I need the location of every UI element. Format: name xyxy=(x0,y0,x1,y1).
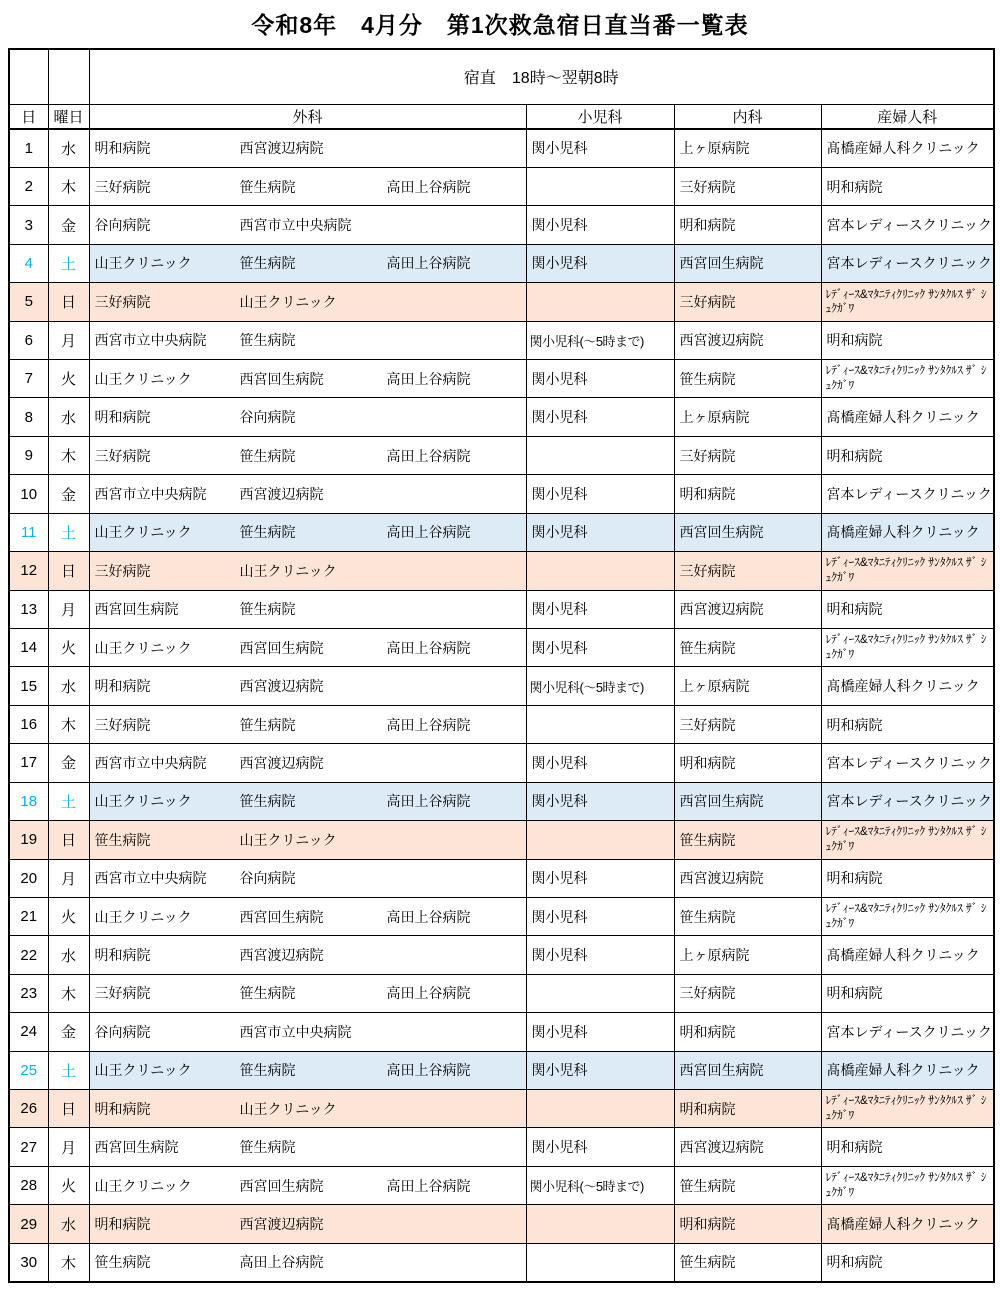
duty-row-3 xyxy=(9,206,994,244)
surgery-hospital-3: 高田上谷病院 xyxy=(386,1177,471,1194)
weekday-cell: 水 xyxy=(48,129,89,167)
surgery-cell xyxy=(89,206,526,244)
surgery-hospital-2: 笹生病院 xyxy=(239,793,296,810)
empty-corner-cell-weekday xyxy=(48,49,89,104)
surgery-hospital-1: 三好病院 xyxy=(94,716,151,733)
weekday-cell: 土 xyxy=(48,244,89,282)
duty-row-20 xyxy=(9,859,994,897)
surgery-hospital-1: 山王クリニック xyxy=(94,255,192,272)
internal-cell: 三好病院 xyxy=(674,436,821,474)
internal-cell: 笹生病院 xyxy=(674,628,821,666)
night-duty-hours-label: 宿直 18時～翌朝8時 xyxy=(89,49,994,104)
surgery-hospital-1: 三好病院 xyxy=(94,447,151,464)
pediatrics-cell: 関小児科 xyxy=(526,936,674,974)
surgery-hospital-2: 西宮回生病院 xyxy=(239,370,324,387)
surgery-cell xyxy=(89,244,526,282)
obgyn-cell: 髙橋産婦人科クリニック xyxy=(821,398,994,436)
day-cell: 17 xyxy=(9,744,48,782)
day-cell: 14 xyxy=(9,628,48,666)
surgery-hospital-2: 笹生病院 xyxy=(239,1062,296,1079)
internal-cell: 明和病院 xyxy=(674,1090,821,1128)
surgery-hospital-3: 高田上谷病院 xyxy=(386,908,471,925)
surgery-hospital-1: 笹生病院 xyxy=(94,831,151,848)
surgery-cell xyxy=(89,1243,526,1281)
weekday-cell: 月 xyxy=(48,321,89,359)
weekday-cell: 日 xyxy=(48,1090,89,1128)
internal-cell: 西宮渡辺病院 xyxy=(674,859,821,897)
day-cell: 26 xyxy=(9,1090,48,1128)
weekday-cell: 火 xyxy=(48,360,89,398)
duty-row-16 xyxy=(9,705,994,743)
weekday-cell: 月 xyxy=(48,1128,89,1166)
surgery-hospital-1: 三好病院 xyxy=(94,293,151,310)
pediatrics-cell: 関小児科 xyxy=(526,475,674,513)
day-cell: 12 xyxy=(9,552,48,590)
pediatrics-cell: 関小児科 xyxy=(526,244,674,282)
duty-row-23 xyxy=(9,974,994,1012)
weekday-cell: 月 xyxy=(48,859,89,897)
surgery-cell xyxy=(89,283,526,321)
surgery-cell xyxy=(89,1128,526,1166)
duty-row-21 xyxy=(9,897,994,935)
surgery-hospital-2: 笹生病院 xyxy=(239,1139,296,1156)
obgyn-cell: 髙橋産婦人科クリニック xyxy=(821,936,994,974)
surgery-cell xyxy=(89,552,526,590)
pediatrics-cell: 関小児科 xyxy=(526,360,674,398)
col-header-surgery: 外科 xyxy=(89,104,526,129)
weekday-cell: 金 xyxy=(48,475,89,513)
day-cell: 6 xyxy=(9,321,48,359)
surgery-cell xyxy=(89,744,526,782)
internal-cell: 笹生病院 xyxy=(674,1166,821,1204)
surgery-hospital-2: 笹生病院 xyxy=(239,178,296,195)
obgyn-cell: 髙橋産婦人科クリニック xyxy=(821,1051,994,1089)
col-header-internal: 内科 xyxy=(674,104,821,129)
day-cell: 9 xyxy=(9,436,48,474)
col-header-pediatrics: 小児科 xyxy=(526,104,674,129)
duty-row-7 xyxy=(9,360,994,398)
obgyn-cell: ﾚﾃﾞｨｰｽ&ﾏﾀﾆﾃｨｸﾘﾆｯｸ ｻﾝﾀｸﾙｽ ｻﾞ ｼｭｸｶﾞﾜ xyxy=(821,360,994,398)
surgery-hospital-3: 高田上谷病院 xyxy=(386,639,471,656)
day-cell: 22 xyxy=(9,936,48,974)
pediatrics-cell xyxy=(526,821,674,859)
surgery-hospital-1: 西宮市立中央病院 xyxy=(94,870,207,887)
internal-cell: 西宮渡辺病院 xyxy=(674,1128,821,1166)
surgery-hospital-2: 西宮渡辺病院 xyxy=(239,140,324,157)
duty-row-8 xyxy=(9,398,994,436)
obgyn-cell: 髙橋産婦人科クリニック xyxy=(821,129,994,167)
weekday-cell: 木 xyxy=(48,167,89,205)
internal-cell: 明和病院 xyxy=(674,475,821,513)
obgyn-cell: 宮本レディースクリニック xyxy=(821,206,994,244)
surgery-cell xyxy=(89,590,526,628)
surgery-hospital-1: 西宮市立中央病院 xyxy=(94,754,207,771)
obgyn-cell: 明和病院 xyxy=(821,705,994,743)
surgery-hospital-2: 高田上谷病院 xyxy=(239,1254,324,1271)
surgery-hospital-2: 笹生病院 xyxy=(239,716,296,733)
duty-row-5 xyxy=(9,283,994,321)
surgery-hospital-2: 山王クリニック xyxy=(239,831,337,848)
weekday-cell: 木 xyxy=(48,436,89,474)
weekday-cell: 金 xyxy=(48,1013,89,1051)
day-cell: 25 xyxy=(9,1051,48,1089)
weekday-cell: 土 xyxy=(48,782,89,820)
surgery-hospital-2: 谷向病院 xyxy=(239,409,296,426)
duty-row-2 xyxy=(9,167,994,205)
duty-row-29 xyxy=(9,1205,994,1243)
weekday-cell: 金 xyxy=(48,744,89,782)
surgery-cell xyxy=(89,782,526,820)
pediatrics-cell: 関小児科 xyxy=(526,744,674,782)
pediatrics-cell: 関小児科 xyxy=(526,859,674,897)
duty-row-30 xyxy=(9,1243,994,1281)
internal-cell: 三好病院 xyxy=(674,283,821,321)
weekday-cell: 日 xyxy=(48,552,89,590)
pediatrics-cell: 関小児科 xyxy=(526,590,674,628)
pediatrics-cell: 関小児科 xyxy=(526,628,674,666)
duty-row-6 xyxy=(9,321,994,359)
day-cell: 16 xyxy=(9,705,48,743)
surgery-cell xyxy=(89,436,526,474)
pediatrics-cell xyxy=(526,283,674,321)
day-cell: 4 xyxy=(9,244,48,282)
internal-cell: 上ヶ原病院 xyxy=(674,667,821,705)
day-cell: 3 xyxy=(9,206,48,244)
weekday-cell: 金 xyxy=(48,206,89,244)
obgyn-cell: 髙橋産婦人科クリニック xyxy=(821,513,994,551)
surgery-hospital-2: 笹生病院 xyxy=(239,447,296,464)
day-cell: 30 xyxy=(9,1243,48,1281)
surgery-cell xyxy=(89,360,526,398)
obgyn-cell: ﾚﾃﾞｨｰｽ&ﾏﾀﾆﾃｨｸﾘﾆｯｸ ｻﾝﾀｸﾙｽ ｻﾞ ｼｭｸｶﾞﾜ xyxy=(821,1090,994,1128)
surgery-cell xyxy=(89,859,526,897)
duty-rows-body xyxy=(9,129,994,1282)
day-cell: 10 xyxy=(9,475,48,513)
obgyn-cell: 宮本レディースクリニック xyxy=(821,244,994,282)
obgyn-cell: 明和病院 xyxy=(821,321,994,359)
obgyn-cell: 宮本レディースクリニック xyxy=(821,782,994,820)
day-cell: 23 xyxy=(9,974,48,1012)
pediatrics-cell: 関小児科(～5時まで) xyxy=(526,667,674,705)
surgery-hospital-1: 西宮回生病院 xyxy=(94,601,179,618)
obgyn-cell: ﾚﾃﾞｨｰｽ&ﾏﾀﾆﾃｨｸﾘﾆｯｸ ｻﾝﾀｸﾙｽ ｻﾞ ｼｭｸｶﾞﾜ xyxy=(821,1166,994,1204)
pediatrics-cell: 関小児科 xyxy=(526,1013,674,1051)
day-cell: 1 xyxy=(9,129,48,167)
day-cell: 24 xyxy=(9,1013,48,1051)
obgyn-cell: 明和病院 xyxy=(821,167,994,205)
surgery-hospital-2: 西宮渡辺病院 xyxy=(239,947,324,964)
surgery-hospital-1: 三好病院 xyxy=(94,178,151,195)
pediatrics-cell: 関小児科(～5時まで) xyxy=(526,1166,674,1204)
surgery-hospital-1: 西宮市立中央病院 xyxy=(94,332,207,349)
surgery-hospital-2: 谷向病院 xyxy=(239,870,296,887)
duty-row-1 xyxy=(9,129,994,167)
surgery-hospital-2: 山王クリニック xyxy=(239,1100,337,1117)
duty-row-22 xyxy=(9,936,994,974)
surgery-hospital-1: 谷向病院 xyxy=(94,217,151,234)
weekday-cell: 木 xyxy=(48,974,89,1012)
weekday-cell: 水 xyxy=(48,1205,89,1243)
empty-corner-cell-day xyxy=(9,49,48,104)
obgyn-cell: 明和病院 xyxy=(821,436,994,474)
weekday-cell: 月 xyxy=(48,590,89,628)
surgery-cell xyxy=(89,897,526,935)
surgery-hospital-2: 西宮渡辺病院 xyxy=(239,486,324,502)
surgery-hospital-1: 笹生病院 xyxy=(94,1254,151,1271)
surgery-cell xyxy=(89,628,526,666)
day-cell: 8 xyxy=(9,398,48,436)
weekday-cell: 木 xyxy=(48,705,89,743)
surgery-hospital-1: 三好病院 xyxy=(94,985,151,1002)
pediatrics-cell: 関小児科 xyxy=(526,206,674,244)
internal-cell: 笹生病院 xyxy=(674,1243,821,1281)
surgery-hospital-3: 高田上谷病院 xyxy=(386,716,471,733)
obgyn-cell: 明和病院 xyxy=(821,1128,994,1166)
day-cell: 2 xyxy=(9,167,48,205)
day-cell: 21 xyxy=(9,897,48,935)
day-cell: 28 xyxy=(9,1166,48,1204)
duty-row-14 xyxy=(9,628,994,666)
surgery-hospital-1: 山王クリニック xyxy=(94,793,192,810)
obgyn-cell: 宮本レディースクリニック xyxy=(821,744,994,782)
pediatrics-cell xyxy=(526,552,674,590)
duty-row-13 xyxy=(9,590,994,628)
surgery-hospital-1: 明和病院 xyxy=(94,1100,151,1117)
surgery-hospital-3: 高田上谷病院 xyxy=(386,255,471,272)
surgery-hospital-2: 西宮回生病院 xyxy=(239,908,324,925)
surgery-cell xyxy=(89,1090,526,1128)
surgery-hospital-3: 高田上谷病院 xyxy=(386,793,471,810)
duty-row-25 xyxy=(9,1051,994,1089)
duty-row-4 xyxy=(9,244,994,282)
pediatrics-cell: 関小児科 xyxy=(526,897,674,935)
pediatrics-cell xyxy=(526,1205,674,1243)
obgyn-cell: ﾚﾃﾞｨｰｽ&ﾏﾀﾆﾃｨｸﾘﾆｯｸ ｻﾝﾀｸﾙｽ ｻﾞ ｼｭｸｶﾞﾜ xyxy=(821,821,994,859)
duty-row-27 xyxy=(9,1128,994,1166)
surgery-cell xyxy=(89,821,526,859)
internal-cell: 明和病院 xyxy=(674,1013,821,1051)
internal-cell: 上ヶ原病院 xyxy=(674,398,821,436)
surgery-cell xyxy=(89,936,526,974)
surgery-hospital-2: 笹生病院 xyxy=(239,332,296,349)
surgery-hospital-3: 高田上谷病院 xyxy=(386,178,471,195)
surgery-hospital-2: 笹生病院 xyxy=(239,985,296,1002)
pediatrics-cell: 関小児科 xyxy=(526,398,674,436)
obgyn-cell: 明和病院 xyxy=(821,859,994,897)
duty-roster-table xyxy=(8,48,995,1283)
duty-row-11 xyxy=(9,513,994,551)
column-header-row xyxy=(9,104,994,129)
internal-cell: 三好病院 xyxy=(674,705,821,743)
surgery-hospital-3: 高田上谷病院 xyxy=(386,1062,471,1079)
weekday-cell: 土 xyxy=(48,513,89,551)
internal-cell: 西宮回生病院 xyxy=(674,782,821,820)
pediatrics-cell xyxy=(526,705,674,743)
surgery-hospital-2: 西宮渡辺病院 xyxy=(239,1216,324,1233)
internal-cell: 明和病院 xyxy=(674,206,821,244)
internal-cell: 三好病院 xyxy=(674,974,821,1012)
surgery-hospital-1: 明和病院 xyxy=(94,1216,151,1233)
surgery-hospital-1: 明和病院 xyxy=(94,947,151,964)
surgery-hospital-2: 西宮回生病院 xyxy=(239,1177,324,1194)
obgyn-cell: 宮本レディースクリニック xyxy=(821,475,994,513)
surgery-hospital-2: 山王クリニック xyxy=(239,293,337,310)
internal-cell: 笹生病院 xyxy=(674,821,821,859)
pediatrics-cell xyxy=(526,974,674,1012)
pediatrics-cell: 関小児科 xyxy=(526,782,674,820)
surgery-hospital-1: 三好病院 xyxy=(94,562,151,579)
duty-row-18 xyxy=(9,782,994,820)
duty-row-28 xyxy=(9,1166,994,1204)
surgery-hospital-1: 山王クリニック xyxy=(94,1062,192,1079)
obgyn-cell: 髙橋産婦人科クリニック xyxy=(821,667,994,705)
internal-cell: 上ヶ原病院 xyxy=(674,129,821,167)
internal-cell: 明和病院 xyxy=(674,744,821,782)
surgery-cell xyxy=(89,475,526,513)
page-title: 令和8年 4月分 第1次救急宿日直当番一覧表 xyxy=(251,12,749,38)
pediatrics-cell xyxy=(526,1243,674,1281)
surgery-hospital-2: 西宮市立中央病院 xyxy=(239,1023,352,1040)
pediatrics-cell: 関小児科 xyxy=(526,513,674,551)
col-header-day: 日 xyxy=(9,104,48,129)
surgery-cell xyxy=(89,167,526,205)
day-cell: 19 xyxy=(9,821,48,859)
surgery-hospital-2: 西宮回生病院 xyxy=(239,639,324,656)
surgery-cell xyxy=(89,667,526,705)
duty-row-26 xyxy=(9,1090,994,1128)
surgery-hospital-2: 笹生病院 xyxy=(239,524,296,541)
internal-cell: 三好病院 xyxy=(674,167,821,205)
pediatrics-cell: 関小児科 xyxy=(526,129,674,167)
surgery-cell xyxy=(89,1013,526,1051)
weekday-cell: 日 xyxy=(48,821,89,859)
obgyn-cell: ﾚﾃﾞｨｰｽ&ﾏﾀﾆﾃｨｸﾘﾆｯｸ ｻﾝﾀｸﾙｽ ｻﾞ ｼｭｸｶﾞﾜ xyxy=(821,628,994,666)
duty-row-19 xyxy=(9,821,994,859)
surgery-hospital-3: 高田上谷病院 xyxy=(386,447,471,464)
internal-cell: 笹生病院 xyxy=(674,360,821,398)
day-cell: 29 xyxy=(9,1205,48,1243)
weekday-cell: 火 xyxy=(48,1166,89,1204)
surgery-hospital-1: 山王クリニック xyxy=(94,370,192,387)
internal-cell: 西宮回生病院 xyxy=(674,244,821,282)
day-cell: 11 xyxy=(9,513,48,551)
obgyn-cell: 明和病院 xyxy=(821,590,994,628)
internal-cell: 西宮渡辺病院 xyxy=(674,321,821,359)
weekday-cell: 火 xyxy=(48,628,89,666)
weekday-cell: 水 xyxy=(48,398,89,436)
obgyn-cell: 髙橋産婦人科クリニック xyxy=(821,1205,994,1243)
surgery-hospital-1: 山王クリニック xyxy=(94,524,192,541)
surgery-cell xyxy=(89,129,526,167)
surgery-cell xyxy=(89,1051,526,1089)
duty-row-24 xyxy=(9,1013,994,1051)
surgery-hospital-1: 西宮市立中央病院 xyxy=(94,486,207,502)
duty-row-17 xyxy=(9,744,994,782)
pediatrics-cell: 関小児科 xyxy=(526,1128,674,1166)
surgery-hospital-2: 西宮市立中央病院 xyxy=(239,217,352,234)
col-header-weekday: 曜日 xyxy=(48,104,89,129)
surgery-hospital-2: 笹生病院 xyxy=(239,601,296,618)
surgery-hospital-3: 高田上谷病院 xyxy=(386,985,471,1002)
surgery-hospital-1: 山王クリニック xyxy=(94,908,192,925)
day-cell: 13 xyxy=(9,590,48,628)
obgyn-cell: 宮本レディースクリニック xyxy=(821,1013,994,1051)
internal-cell: 上ヶ原病院 xyxy=(674,936,821,974)
weekday-cell: 水 xyxy=(48,936,89,974)
surgery-hospital-1: 山王クリニック xyxy=(94,1177,192,1194)
obgyn-cell: ﾚﾃﾞｨｰｽ&ﾏﾀﾆﾃｨｸﾘﾆｯｸ ｻﾝﾀｸﾙｽ ｻﾞ ｼｭｸｶﾞﾜ xyxy=(821,283,994,321)
surgery-hospital-1: 明和病院 xyxy=(94,678,151,695)
surgery-cell xyxy=(89,398,526,436)
weekday-cell: 火 xyxy=(48,897,89,935)
surgery-hospital-2: 西宮渡辺病院 xyxy=(239,754,324,771)
day-cell: 27 xyxy=(9,1128,48,1166)
surgery-hospital-3: 高田上谷病院 xyxy=(386,524,471,541)
surgery-cell xyxy=(89,974,526,1012)
surgery-hospital-2: 西宮渡辺病院 xyxy=(239,678,324,695)
surgery-cell xyxy=(89,1205,526,1243)
surgery-hospital-1: 西宮回生病院 xyxy=(94,1139,179,1156)
surgery-hospital-3: 高田上谷病院 xyxy=(386,370,471,387)
duty-row-10 xyxy=(9,475,994,513)
internal-cell: 明和病院 xyxy=(674,1205,821,1243)
pediatrics-cell: 関小児科(～5時まで) xyxy=(526,321,674,359)
surgery-hospital-2: 山王クリニック xyxy=(239,562,337,579)
obgyn-cell: 明和病院 xyxy=(821,1243,994,1281)
pediatrics-cell xyxy=(526,167,674,205)
internal-cell: 三好病院 xyxy=(674,552,821,590)
day-cell: 7 xyxy=(9,360,48,398)
surgery-cell xyxy=(89,513,526,551)
pediatrics-cell xyxy=(526,1090,674,1128)
weekday-cell: 日 xyxy=(48,283,89,321)
pediatrics-cell xyxy=(526,436,674,474)
duty-row-12 xyxy=(9,552,994,590)
duty-row-9 xyxy=(9,436,994,474)
day-cell: 18 xyxy=(9,782,48,820)
surgery-hospital-1: 谷向病院 xyxy=(94,1023,151,1040)
night-duty-header-row xyxy=(9,49,994,104)
internal-cell: 笹生病院 xyxy=(674,897,821,935)
internal-cell: 西宮渡辺病院 xyxy=(674,590,821,628)
obgyn-cell: ﾚﾃﾞｨｰｽ&ﾏﾀﾆﾃｨｸﾘﾆｯｸ ｻﾝﾀｸﾙｽ ｻﾞ ｼｭｸｶﾞﾜ xyxy=(821,897,994,935)
weekday-cell: 水 xyxy=(48,667,89,705)
surgery-cell xyxy=(89,321,526,359)
day-cell: 15 xyxy=(9,667,48,705)
col-header-obgyn: 産婦人科 xyxy=(821,104,994,129)
obgyn-cell: 明和病院 xyxy=(821,974,994,1012)
weekday-cell: 木 xyxy=(48,1243,89,1281)
weekday-cell: 土 xyxy=(48,1051,89,1089)
surgery-hospital-1: 明和病院 xyxy=(94,409,151,426)
pediatrics-cell: 関小児科 xyxy=(526,1051,674,1089)
internal-cell: 西宮回生病院 xyxy=(674,1051,821,1089)
internal-cell: 西宮回生病院 xyxy=(674,513,821,551)
obgyn-cell: ﾚﾃﾞｨｰｽ&ﾏﾀﾆﾃｨｸﾘﾆｯｸ ｻﾝﾀｸﾙｽ ｻﾞ ｼｭｸｶﾞﾜ xyxy=(821,552,994,590)
surgery-hospital-1: 明和病院 xyxy=(94,140,151,157)
surgery-hospital-1: 山王クリニック xyxy=(94,639,192,656)
duty-row-15 xyxy=(9,667,994,705)
day-cell: 20 xyxy=(9,859,48,897)
surgery-cell xyxy=(89,705,526,743)
surgery-hospital-2: 笹生病院 xyxy=(239,255,296,272)
surgery-cell xyxy=(89,1166,526,1204)
day-cell: 5 xyxy=(9,283,48,321)
